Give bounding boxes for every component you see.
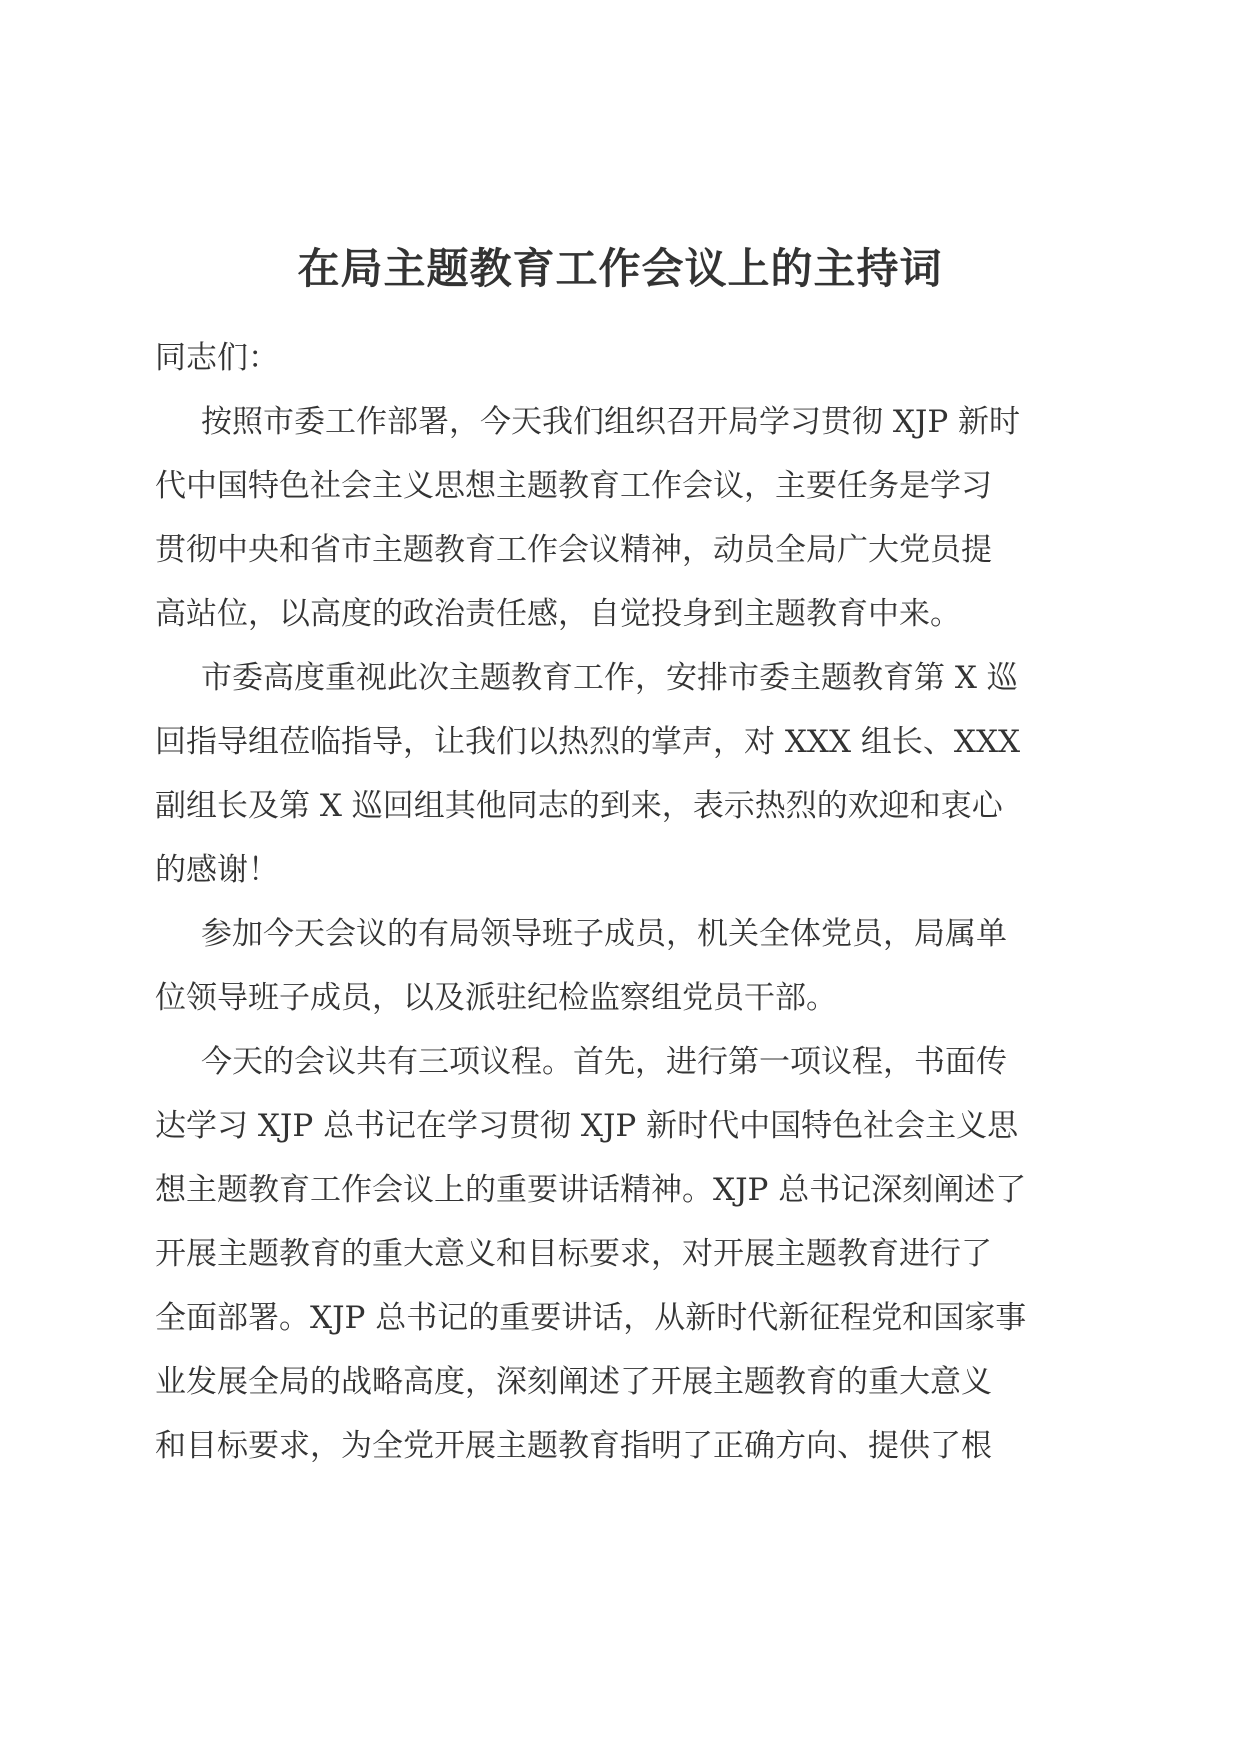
paragraph-2-line-3: 副组长及第 X 巡回组其他同志的到来，表示热烈的欢迎和衷心 [155, 788, 1003, 824]
paragraph-4-line-2: 达学习 XJP 总书记在学习贯彻 XJP 新时代中国特色社会主义思 [155, 1108, 1019, 1144]
paragraph-4-line-5: 全面部署。XJP 总书记的重要讲话，从新时代新征程党和国家事 [155, 1300, 1027, 1336]
paragraph-3-line-2: 位领导班子成员，以及派驻纪检监察组党员干部。 [155, 980, 837, 1016]
paragraph-4-line-4: 开展主题教育的重大意义和目标要求，对开展主题教育进行了 [155, 1236, 992, 1272]
paragraph-2-line-1: 市委高度重视此次主题教育工作，安排市委主题教育第 X 巡 [201, 660, 1018, 696]
document-title: 在局主题教育工作会议上的主持词 [297, 244, 943, 293]
paragraph-1-line-4: 高站位，以高度的政治责任感，自觉投身到主题教育中来。 [155, 596, 961, 632]
salutation-line: 同志们： [155, 340, 279, 376]
paragraph-2-line-2: 回指导组莅临指导，让我们以热烈的掌声，对 XXX 组长、XXX [155, 724, 1021, 760]
paragraph-1-line-3: 贯彻中央和省市主题教育工作会议精神，动员全局广大党员提 [155, 532, 992, 568]
paragraph-4-line-7: 和目标要求，为全党开展主题教育指明了正确方向、提供了根 [155, 1428, 992, 1464]
paragraph-2-line-4: 的感谢！ [155, 852, 279, 888]
paragraph-4-line-3: 想主题教育工作会议上的重要讲话精神。XJP 总书记深刻阐述了 [155, 1172, 1027, 1208]
paragraph-1-line-2: 代中国特色社会主义思想主题教育工作会议，主要任务是学习 [155, 468, 992, 504]
paragraph-1-line-1: 按照市委工作部署，今天我们组织召开局学习贯彻 XJP 新时 [201, 404, 1021, 440]
paragraph-4-line-6: 业发展全局的战略高度，深刻阐述了开展主题教育的重大意义 [155, 1364, 992, 1400]
paragraph-4-line-1: 今天的会议共有三项议程。首先，进行第一项议程，书面传 [201, 1044, 1007, 1080]
document-body [155, 326, 1085, 1478]
paragraph-3-line-1: 参加今天会议的有局领导班子成员，机关全体党员，局属单 [201, 916, 1007, 952]
